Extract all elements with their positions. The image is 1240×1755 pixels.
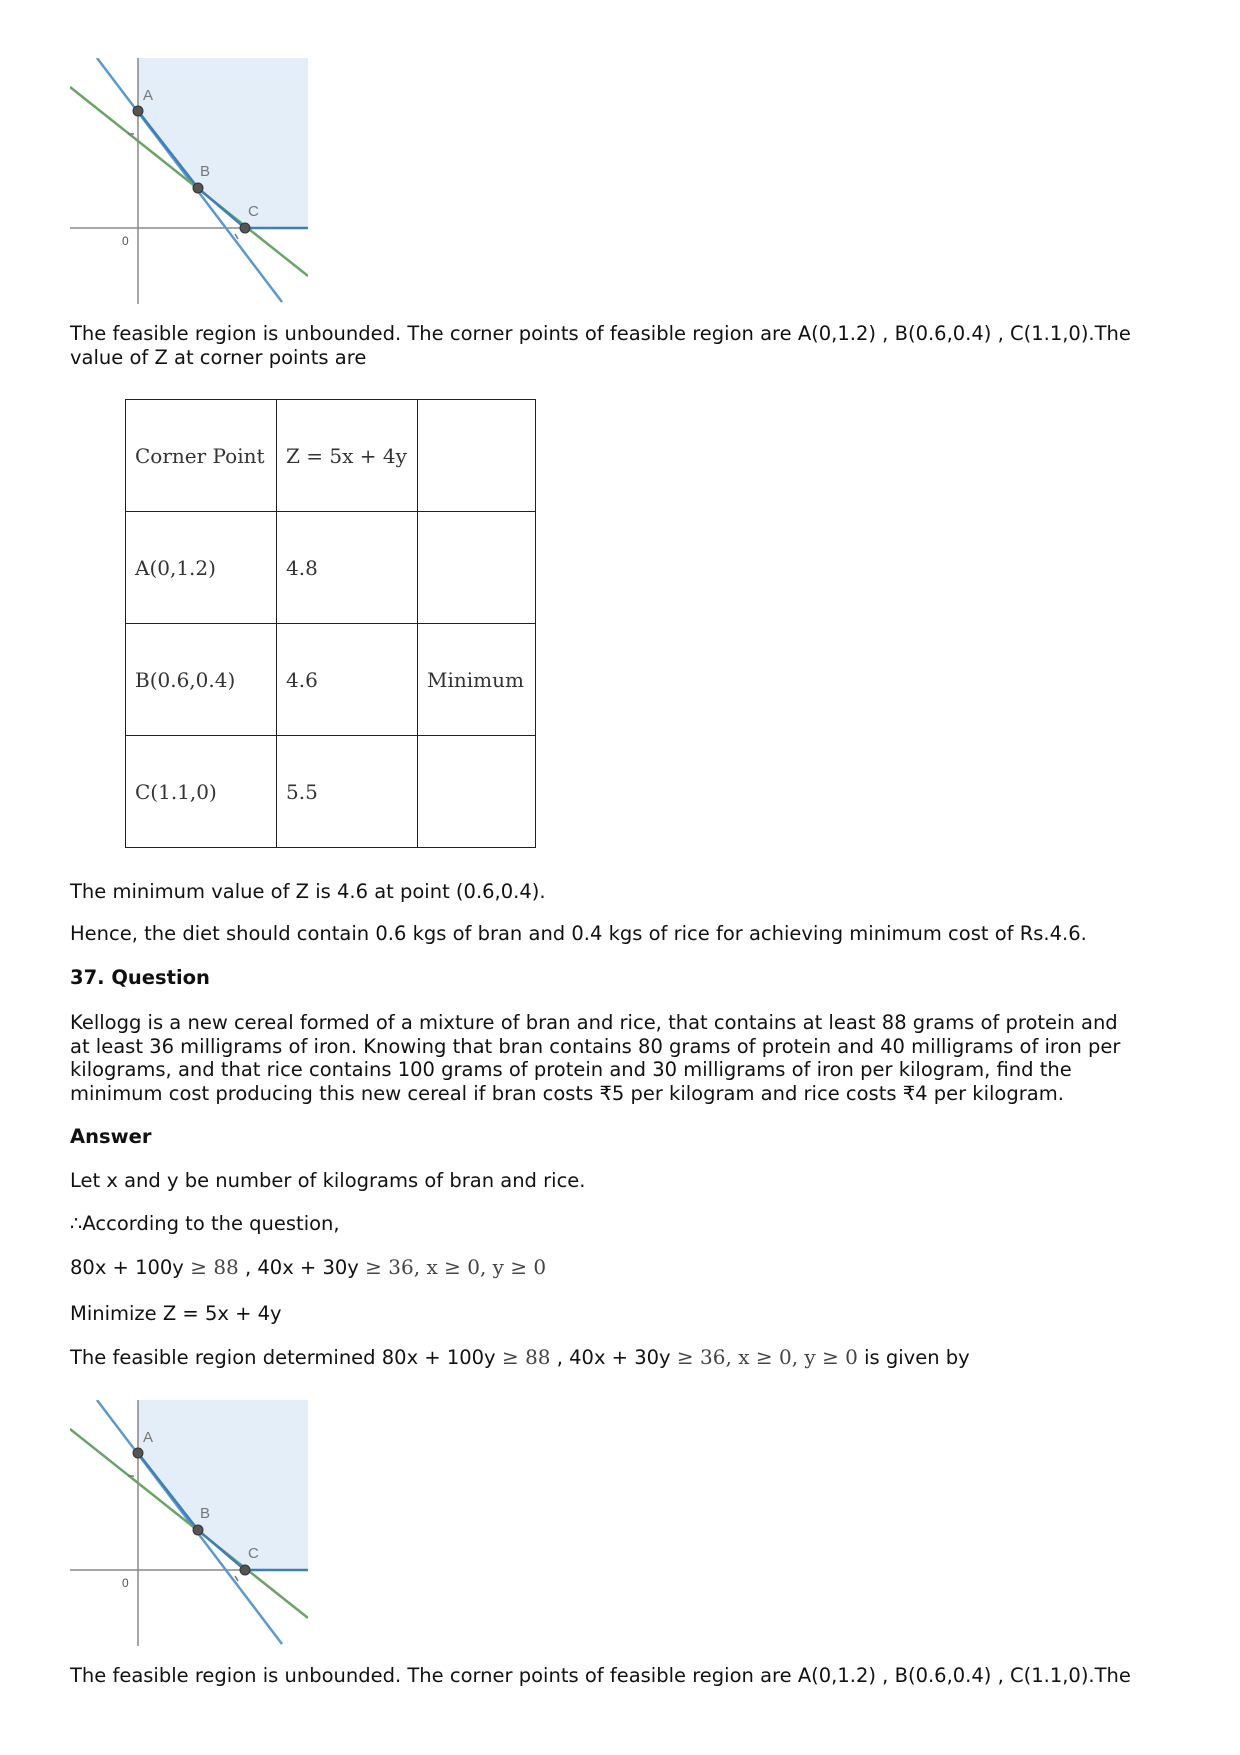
objective-function: Minimize Z = 5x + 4y <box>70 1302 282 1325</box>
question-text <box>70 1011 1180 1105</box>
corner-point-c <box>240 1565 250 1575</box>
paragraph-line: value of Z at corner points are <box>70 345 367 369</box>
table-cell: B(0.6,0.4) <box>126 624 277 736</box>
table-cell: 4.6 <box>277 624 418 736</box>
question-line: Kellogg is a new cereal formed of a mixture of bran and rice, that contains at least 88 grams of protein and <box>70 1011 1118 1034</box>
according-statement: ∴According to the question, <box>70 1212 340 1235</box>
statement-text: , 40x + 30y <box>550 1346 671 1369</box>
table-row <box>126 624 536 736</box>
corner-point-a <box>133 1448 143 1458</box>
point-label-c: C <box>248 1545 259 1562</box>
feasible-region-paragraph: The feasible region is unbounded. The corner points of feasible region are A(0,1.2) , B(0.6,0.4) , C(1.1,0).The <box>70 1664 1131 1687</box>
corner-point-c <box>240 223 250 233</box>
corner-point-b <box>193 183 203 193</box>
statement-text: is given by <box>857 1346 970 1369</box>
point-label-b: B <box>200 163 211 180</box>
question-line: kilograms, and that rice contains 100 grams of protein and 30 milligrams of iron per kilogram, find the <box>70 1058 1072 1081</box>
table-cell <box>418 736 536 848</box>
table-cell: A(0,1.2) <box>126 512 277 624</box>
constraint-math: ≥ 88 <box>183 1255 239 1279</box>
corner-point-table <box>125 399 536 848</box>
table-cell: 4.8 <box>277 512 418 624</box>
question-line: at least 36 milligrams of iron. Knowing that bran contains 80 grams of protein and 40 milligrams of iron per <box>70 1034 1121 1058</box>
corner-point-b <box>193 1525 203 1535</box>
origin-label: 0 <box>122 1576 129 1590</box>
paragraph-line: The feasible region is unbounded. The corner points of feasible region are A(0,1.2) , B(0.6,0.4) , C(1.1,0).The <box>70 322 1131 345</box>
statement-math: ≥ 88 <box>495 1345 551 1369</box>
table-row <box>126 736 536 848</box>
constraint-text: , 40x + 30y <box>238 1256 359 1279</box>
origin-label: 0 <box>122 234 129 248</box>
minimum-value-text: The minimum value of Z is 4.6 at point (0.6,0.4). <box>70 880 546 903</box>
table-header-cell: Z = 5x + 4y <box>277 400 418 512</box>
constraint-text: 80x + 100y <box>70 1256 184 1279</box>
statement-text: The feasible region determined 80x + 100y <box>70 1346 496 1369</box>
answer-heading: Answer <box>70 1125 152 1148</box>
table-cell: 5.5 <box>277 736 418 848</box>
point-label-a: A <box>143 1429 154 1446</box>
statement-math: ≥ 36, x ≥ 0, y ≥ 0 <box>670 1345 858 1369</box>
feasible-region-statement <box>70 1346 1180 1370</box>
question-heading: 37. Question <box>70 966 210 989</box>
constraint-math: ≥ 36, x ≥ 0, y ≥ 0 <box>358 1255 547 1279</box>
feasible-region-graph <box>70 58 308 304</box>
corner-point-a <box>133 106 143 116</box>
x-tick <box>235 1576 238 1581</box>
point-label-b: B <box>200 1505 211 1522</box>
feasible-region-paragraph <box>70 322 1180 369</box>
x-tick <box>235 234 238 239</box>
table-row <box>126 512 536 624</box>
constraints-line <box>70 1256 1180 1280</box>
feasible-region-graph <box>70 1400 308 1646</box>
table-cell: Minimum <box>418 624 536 736</box>
point-label-a: A <box>143 87 154 104</box>
conclusion-text: Hence, the diet should contain 0.6 kgs of bran and 0.4 kgs of rice for achieving minimum cost of Rs.4.6. <box>70 922 1087 945</box>
table-header-cell: Corner Point <box>126 400 277 512</box>
let-statement: Let x and y be number of kilograms of bran and rice. <box>70 1169 586 1192</box>
table-cell: C(1.1,0) <box>126 736 277 848</box>
table-header-row <box>126 400 536 512</box>
question-line: minimum cost producing this new cereal if bran costs ₹5 per kilogram and rice costs ₹4 per kilogram. <box>70 1081 1064 1105</box>
table-cell <box>418 512 536 624</box>
point-label-c: C <box>248 203 259 220</box>
table-header-cell <box>418 400 536 512</box>
